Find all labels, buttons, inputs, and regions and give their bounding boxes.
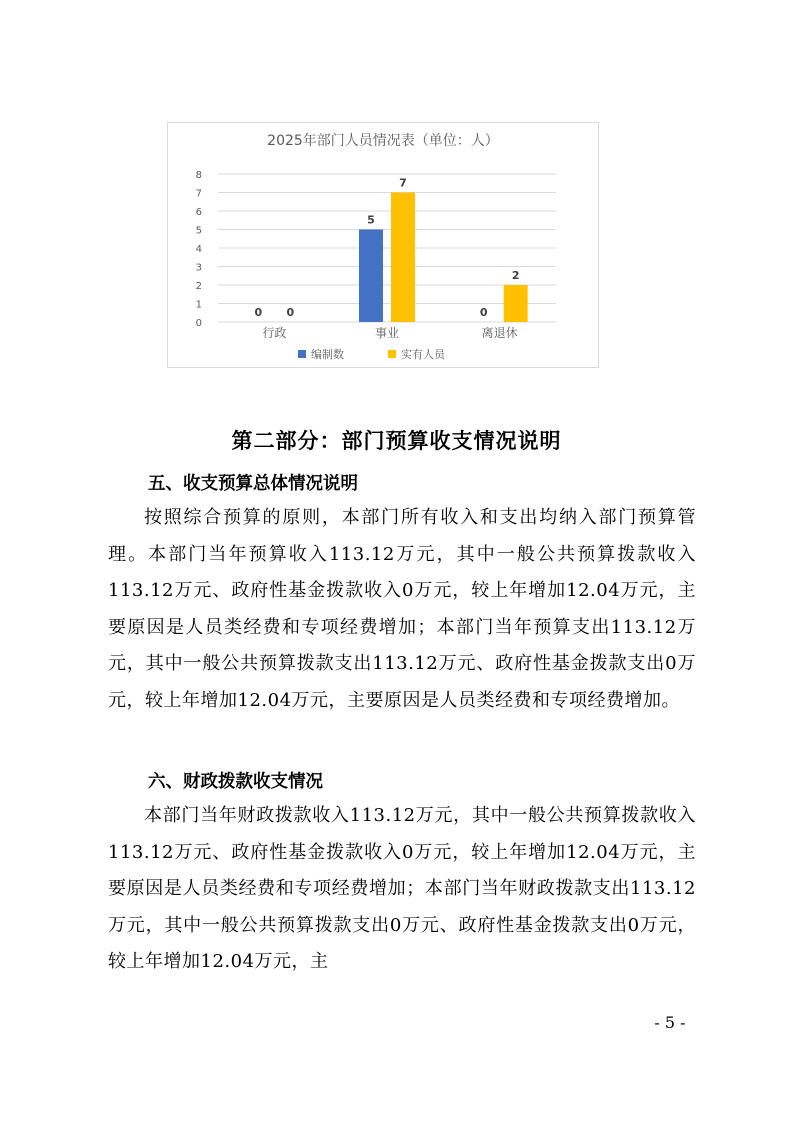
y-tick-label: 7 <box>195 188 202 200</box>
legend-label: 实有人员 <box>401 348 445 361</box>
page-number: - 5 - <box>654 1013 686 1032</box>
data-label: 0 <box>286 306 295 319</box>
y-tick-label: 0 <box>195 318 202 329</box>
data-label: 0 <box>254 306 263 319</box>
y-tick-label: 6 <box>195 207 202 218</box>
paragraph-fiscal-appropriation: 本部门当年财政拨款收入113.12万元，其中一般公共预算拨款收入113.12万元、政府性基金拨款收入0万元，较上年增加12.04万元，主要原因是人员类经费和专项经费增加；本部门当年财政拨款支出113.12万元，其中一般公共预算拨款支出0万元、政府性基金拨款支出0万元，较上年增加12.04万元，主 <box>108 805 696 972</box>
section-title: 第二部分：部门预算收支情况说明 <box>231 429 562 453</box>
y-tick-label: 1 <box>195 299 202 311</box>
y-tick-label: 2 <box>195 281 202 292</box>
chart-title: 2025年部门人员情况表（单位：人） <box>267 133 499 149</box>
legend-label: 编制数 <box>311 348 344 361</box>
y-tick-label: 5 <box>195 225 202 237</box>
legend-swatch <box>298 350 306 358</box>
legend-swatch <box>388 350 396 358</box>
data-label: 2 <box>511 269 520 282</box>
x-category-label: 行政 <box>262 326 287 340</box>
personnel-chart <box>167 122 599 368</box>
y-tick-label: 4 <box>195 244 202 255</box>
bar-实有人员 <box>391 193 415 323</box>
paragraph-budget-overview: 按照综合预算的原则，本部门所有收入和支出均纳入部门预算管理。本部门当年预算收入113.12万元，其中一般公共预算拨款收入113.12万元、政府性基金拨款收入0万元，较上年增加12.04万元，主要原因是人员类经费和专项经费增加；本部门当年预算支出113.12万元，其中一般公共预算拨款支出113.12万元、政府性基金拨款支出0万元，较上年增加12.04万元，主要原因是人员类经费和专项经费增加。 <box>108 507 696 711</box>
heading-budget-overview: 五、收支预算总体情况说明 <box>148 474 358 494</box>
bar-实有人员 <box>504 285 528 322</box>
y-tick-label: 3 <box>195 262 202 274</box>
data-label: 5 <box>367 213 375 227</box>
chart-canvas <box>168 123 598 367</box>
data-label: 7 <box>399 176 407 190</box>
bar-编制数 <box>359 230 383 323</box>
x-category-label: 事业 <box>374 326 400 340</box>
y-tick-label: 8 <box>195 170 202 181</box>
heading-fiscal-appropriation: 六、财政拨款收支情况 <box>148 772 323 792</box>
x-category-label: 离退休 <box>481 326 518 340</box>
data-label: 0 <box>479 306 488 319</box>
